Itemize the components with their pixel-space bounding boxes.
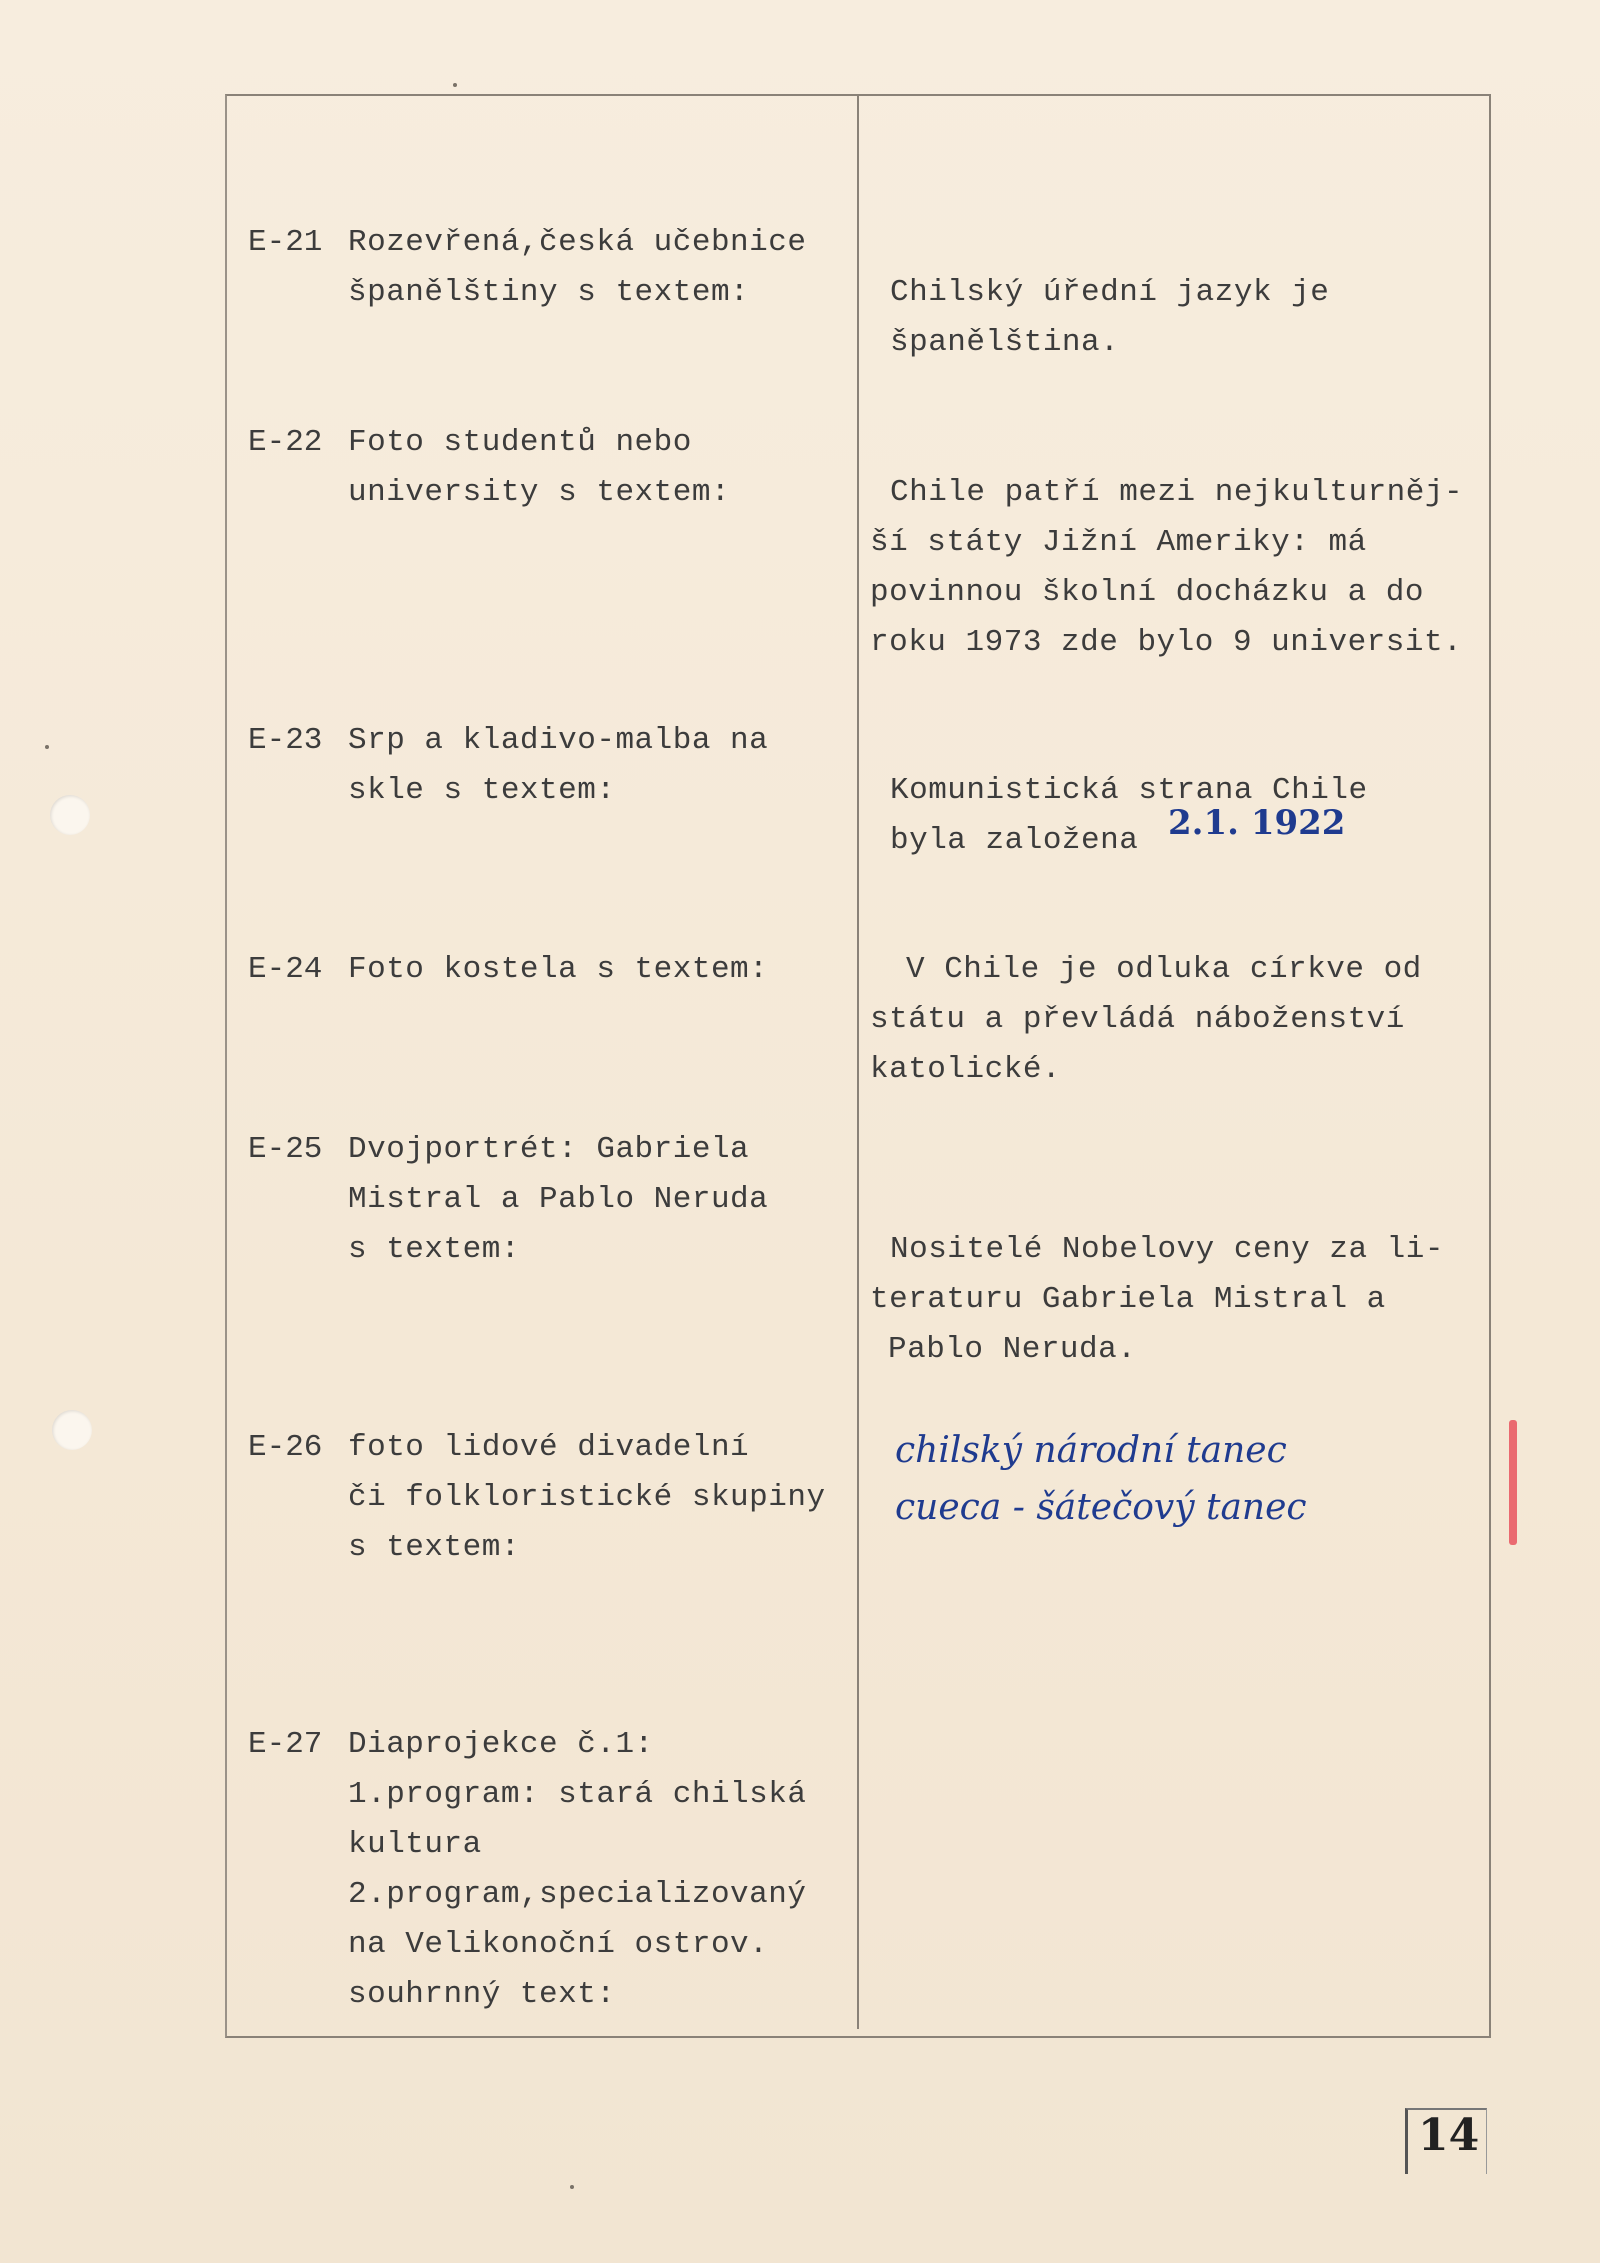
entry-caption-line: španělština. xyxy=(890,325,1120,360)
entry-description-line: Mistral a Pablo Neruda xyxy=(348,1182,769,1217)
paper-speck xyxy=(453,83,457,87)
column-divider xyxy=(857,94,859,2029)
entry-caption-line: V Chile je odluka církve od xyxy=(906,952,1422,987)
entry-code: E-23 xyxy=(248,723,323,758)
entry-caption-line: povinnou školní docházku a do xyxy=(870,575,1424,610)
entry-caption-line: Chilský úřední jazyk je xyxy=(890,275,1330,310)
entry-description-line: Srp a kladivo-malba na xyxy=(348,723,769,758)
entry-caption-line: státu a převládá náboženství xyxy=(870,1002,1405,1037)
page-number: 14 xyxy=(1418,2110,1480,2161)
punch-hole-bottom xyxy=(52,1410,92,1450)
handwritten-note-line: cueca - šátečový tanec xyxy=(895,1487,1307,1528)
entry-caption-line: Chile patří mezi nejkulturněj- xyxy=(890,475,1464,510)
entry-description-line: souhrnný text: xyxy=(348,1977,616,2012)
entry-code: E-24 xyxy=(248,952,323,987)
entry-description-line: Dvojportrét: Gabriela xyxy=(348,1132,750,1167)
entry-caption-line: Pablo Neruda. xyxy=(888,1332,1137,1367)
entry-description-line: španělštiny s textem: xyxy=(348,275,750,310)
entry-description-line: Foto studentů nebo xyxy=(348,425,692,460)
entry-code: E-22 xyxy=(248,425,323,460)
entry-description-line: 1.program: stará chilská xyxy=(348,1777,807,1812)
entry-description-line: skle s textem: xyxy=(348,773,616,808)
entry-code: E-26 xyxy=(248,1430,323,1465)
entry-caption-line: katolické. xyxy=(870,1052,1062,1087)
paper-speck xyxy=(45,745,49,749)
paper-speck xyxy=(570,2185,574,2189)
entry-description-line: či folkloristické skupiny xyxy=(348,1480,826,1515)
punch-hole-top xyxy=(50,795,90,835)
entry-caption-line: ší státy Jižní Ameriky: má xyxy=(870,525,1367,560)
entry-caption-line: byla založena xyxy=(890,823,1139,858)
entry-code: E-21 xyxy=(248,225,323,260)
entry-code: E-27 xyxy=(248,1727,323,1762)
entry-description-line: s textem: xyxy=(348,1530,520,1565)
red-marker-stroke xyxy=(1509,1420,1517,1545)
handwritten-date: 2.1. 1922 xyxy=(1168,803,1346,843)
entry-caption-line: teraturu Gabriela Mistral a xyxy=(870,1282,1386,1317)
entry-description-line: Foto kostela s textem: xyxy=(348,952,769,987)
entry-description-line: Rozevřená,česká učebnice xyxy=(348,225,807,260)
handwritten-note-line: chilský národní tanec xyxy=(895,1430,1287,1471)
entry-description-line: s textem: xyxy=(348,1232,520,1267)
entry-description-line: university s textem: xyxy=(348,475,731,510)
entry-caption-line: Komunistická strana Chile xyxy=(890,773,1368,808)
entry-description-line: Diaprojekce č.1: xyxy=(348,1727,654,1762)
entry-description-line: foto lidové divadelní xyxy=(348,1430,750,1465)
entry-code: E-25 xyxy=(248,1132,323,1167)
entry-description-line: 2.program,specializovaný xyxy=(348,1877,807,1912)
entry-caption-line: roku 1973 zde bylo 9 universit. xyxy=(870,625,1463,660)
entry-description-line: na Velikonoční ostrov. xyxy=(348,1927,769,1962)
entry-description-line: kultura xyxy=(348,1827,482,1862)
entry-caption-line: Nositelé Nobelovy ceny za li- xyxy=(890,1232,1444,1267)
